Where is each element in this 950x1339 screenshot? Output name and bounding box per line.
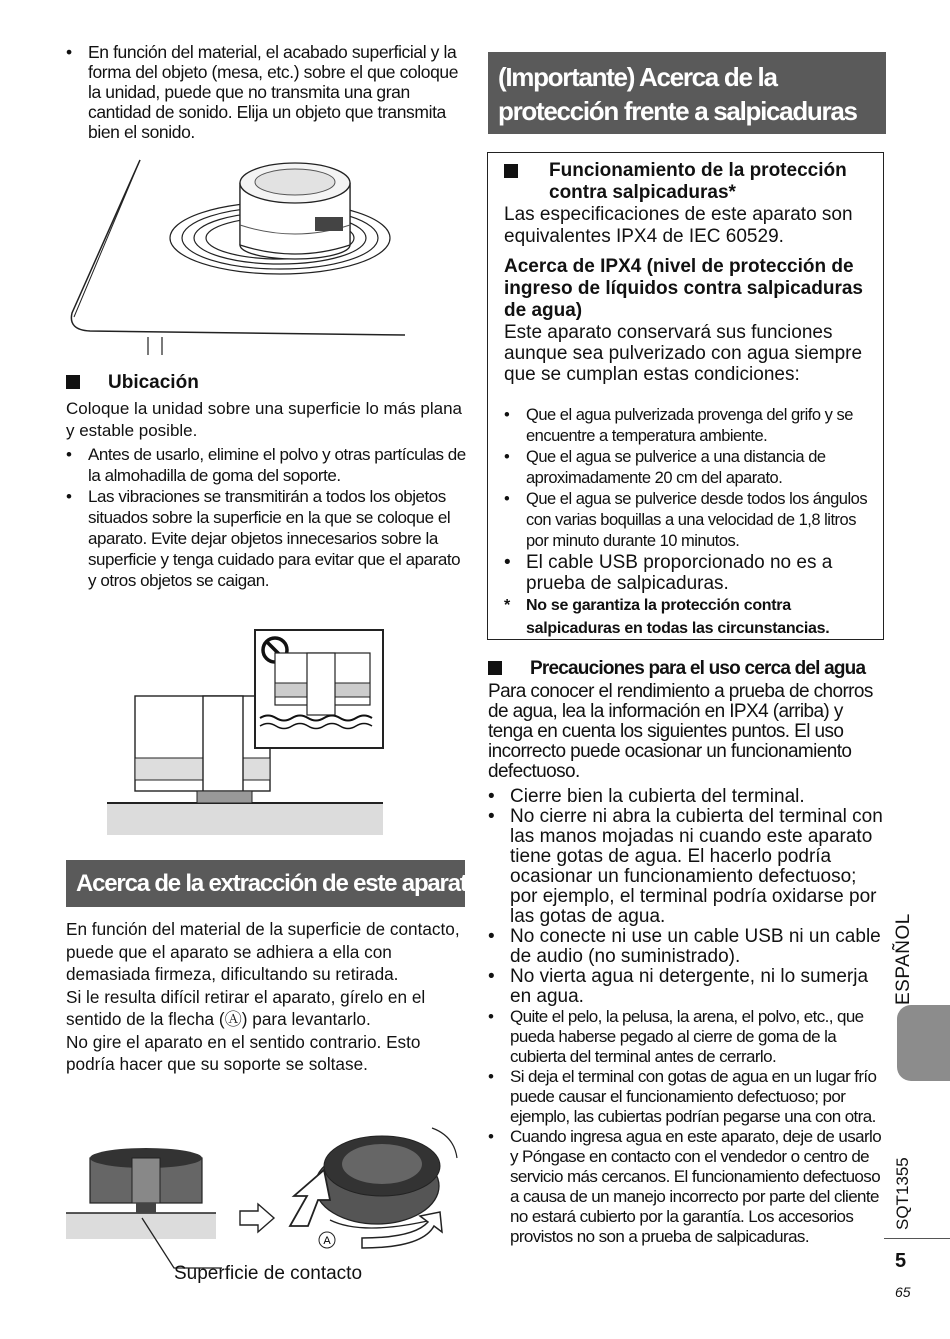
- list-item: • El cable USB proporcionado no es a prueba de salpicaduras.: [504, 552, 879, 594]
- stand-close-up-figure: [105, 628, 385, 836]
- box-text-2: Este aparato conservará sus funciones aunque sea pulverizado con agua siempre que se cumplan estas condiciones:: [504, 322, 863, 385]
- ubicacion-heading-text: Ubicación: [108, 372, 199, 393]
- list-item: • Que el agua pulverizada provenga del grifo y se encuentre a temperatura ambiente.: [504, 405, 879, 447]
- paragraph: Si le resulta difícil retirar el aparato, gírelo en el sentido de la flecha (Ⓐ) para levantarlo.: [66, 986, 426, 1029]
- square-bullet-icon: [66, 375, 80, 389]
- speaker-on-table-figure: [60, 155, 440, 360]
- list-item: • Las vibraciones se transmitirán a todos los objetos situados sobre la superficie en la que se coloque el aparato. Evite dejar objetos innecesarios sobre la superficie y tenga cuidado para evitar que el aparato y otros objetos se caigan.: [66, 486, 466, 591]
- list-item: • Que el agua se pulverice a una distancia de aproximadamente 20 cm del aparato.: [504, 447, 879, 489]
- list-item: • No conecte ni use un cable USB ni un cable de audio (no suministrado).: [488, 927, 883, 967]
- list-item: • Que el agua se pulverice desde todos los ángulos con varias boquillas a una velocidad de 1,8 litros por minuto durante 10 minutos.: [504, 489, 879, 552]
- importante-heading: (Importante) Acerca de la protección frente a salpicaduras: [498, 62, 857, 126]
- doc-code-text: SQT1355: [893, 1157, 912, 1230]
- square-bullet-icon: [488, 661, 502, 675]
- conditions-list: [504, 405, 879, 640]
- divider: [884, 1238, 950, 1239]
- list-item: • Cuando ingresa agua en este aparato, deje de usarlo y Póngase en contacto con el vendedor o centro de servicio más cercanos. El funcionamiento defectuoso a causa de un manejo incorrecto por parte del cliente no estará cubierto por la garantía. Los accesorios provistos no son a prueba de salpicaduras.: [488, 1127, 883, 1247]
- language-label: [893, 895, 923, 1005]
- precauciones-heading: [488, 658, 888, 680]
- precauciones-heading-text: Precauciones para el uso cerca del agua: [530, 658, 866, 679]
- precauciones-list: [488, 787, 883, 1247]
- language-text: ESPAÑOL: [893, 913, 914, 1005]
- contact-surface-label: Superficie de contacto: [174, 1263, 363, 1284]
- box-heading-2: Acerca de IPX4 (nivel de protección de ingreso de líquidos contra salpicaduras de agua): [504, 256, 863, 321]
- extraccion-heading: Acerca de la extracción de este aparato: [76, 870, 481, 897]
- ubicacion-heading: [66, 372, 199, 394]
- extraccion-text: [66, 918, 466, 1076]
- language-tab: [897, 1005, 950, 1081]
- list-item: • No cierre ni abra la cubierta del terminal con las manos mojadas ni cuando este aparato tiene gotas de agua. El hacerlo podría ocasionar un funcionamiento defectuoso; por ejemplo, el terminal podría oxidarse por las gotas de agua.: [488, 807, 883, 927]
- footnote: * No se garantiza la protección contra salpicaduras en todas las circunstancias.: [504, 594, 879, 640]
- importante-heading-bar: [488, 52, 886, 134]
- paragraph: En función del material de la superficie de contacto, puede que el aparato se adhiera a ella con demasiada firmeza, dificultando su retirada.: [66, 919, 460, 984]
- ubicacion-text: Coloque la unidad sobre una superficie lo más plana y estable posible.: [66, 399, 462, 440]
- box-heading-1-text: Funcionamiento de la protección contra salpicaduras*: [549, 160, 847, 203]
- top-bullet-list: [66, 42, 461, 142]
- paragraph: No gire el aparato en el sentido contrario. Esto podría hacer que su soporte se soltase.: [66, 1031, 421, 1074]
- arrow-marker: A: [323, 1235, 331, 1247]
- box-text-1: Las especificaciones de este aparato son equivalentes IPX4 de IEC 60529.: [504, 204, 853, 247]
- list-item: • No vierta agua ni detergente, ni lo sumerja en agua.: [488, 967, 883, 1007]
- list-item: • Quite el pelo, la pelusa, la arena, el polvo, etc., que pueda haberse pegado al cierre de goma de la cubierta del terminal antes de cerrarlo.: [488, 1007, 883, 1067]
- doc-code: [893, 1140, 919, 1230]
- list-item: • En función del material, el acabado superficial y la forma del objeto (mesa, etc.) sobre el que coloque la unidad, puede que no transmita una gran cantidad de sonido. Elija un objeto que transmita bien el sonido.: [66, 42, 461, 142]
- box-heading-1: [504, 160, 874, 204]
- ubicacion-list: [66, 444, 466, 591]
- list-item: • Cierre bien la cubierta del terminal.: [488, 787, 883, 807]
- page-number: 5: [895, 1250, 907, 1272]
- list-item: • Si deja el terminal con gotas de agua en un lugar frío puede causar el funcionamiento defectuoso; por ejemplo, las cubiertas podrían pegarse una con otra.: [488, 1067, 883, 1127]
- square-bullet-icon: [504, 164, 518, 178]
- extraccion-heading-bar: [66, 860, 481, 907]
- list-item: • Antes de usarlo, elimine el polvo y otras partículas de la almohadilla de goma del soporte.: [66, 444, 466, 486]
- precauciones-text: Para conocer el rendimiento a prueba de chorros de agua, lea la información en IPX4 (arriba) y tenga en cuenta los siguientes puntos. El uso incorrecto puede ocasionar un funcionamiento defectuoso.: [488, 681, 873, 782]
- page-sub-number: 65: [895, 1284, 911, 1300]
